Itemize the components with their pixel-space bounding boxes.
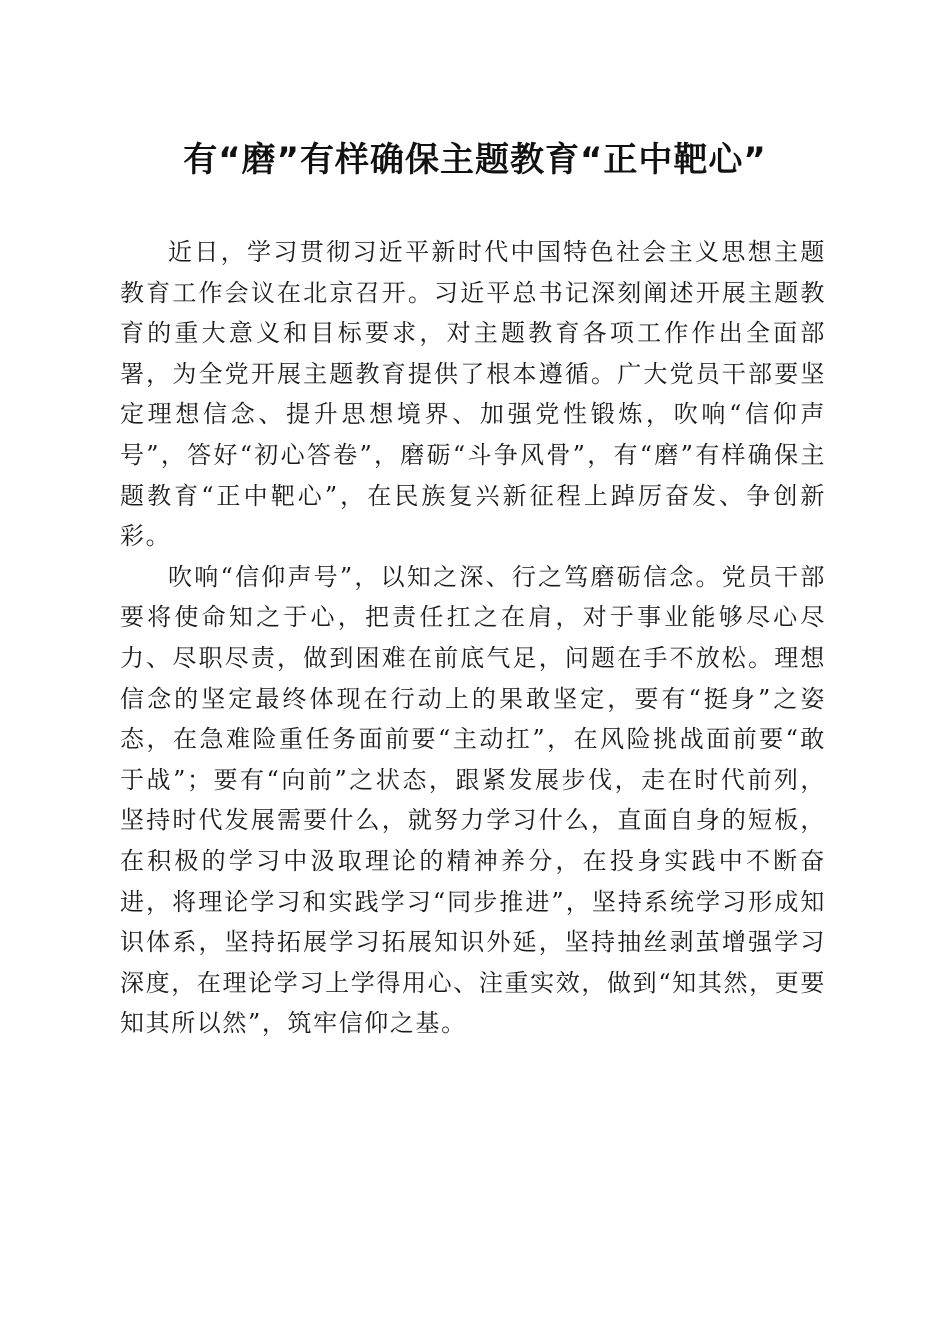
document-title: 有“磨”有样确保主题教育“正中靶心” <box>183 140 767 180</box>
paragraph-2: 吹响“信仰声号”，以知之深、行之笃磨砺信念。党员干部要将使命知之于心，把责任扛之在肩，对于事业能够尽心尽力、尽职尽责，做到困难在前底气足，问题在手不放松。理想信念的坚定最终体现在行动上的果敢坚定，要有“挺身”之姿态，在急难险重任务面前要“主动扛”，在风险挑战面前要“敢于战”；要有“向前”之状态，跟紧发展步伐，走在时代前列，坚持时代发展需要什么，就努力学习什么，直面自身的短板，在积极的学习中汲取理论的精神养分，在投身实践中不断奋进，将理论学习和实践学习“同步推进”，坚持系统学习形成知识体系，坚持拓展学习拓展知识外延，坚持抽丝剥茧增强学习深度，在理论学习上学得用心、注重实效，做到“知其然，更要知其所以然”，筑牢信仰之基。 <box>120 562 826 1038</box>
paragraph-1: 近日，学习贯彻习近平新时代中国特色社会主义思想主题教育工作会议在北京召开。习近平总书记深刻阐述开展主题教育的重大意义和目标要求，对主题教育各项工作作出全面部署，为全党开展主题教育提供了根本遵循。广大党员干部要坚定理想信念、提升思想境界、加强党性锻炼，吹响“信仰声号”，答好“初心答卷”，磨砺“斗争风骨”，有“磨”有样确保主题教育“正中靶心”，在民族复兴新征程上踔厉奋发、争创新彩。 <box>120 238 826 551</box>
document-body <box>120 232 826 1044</box>
